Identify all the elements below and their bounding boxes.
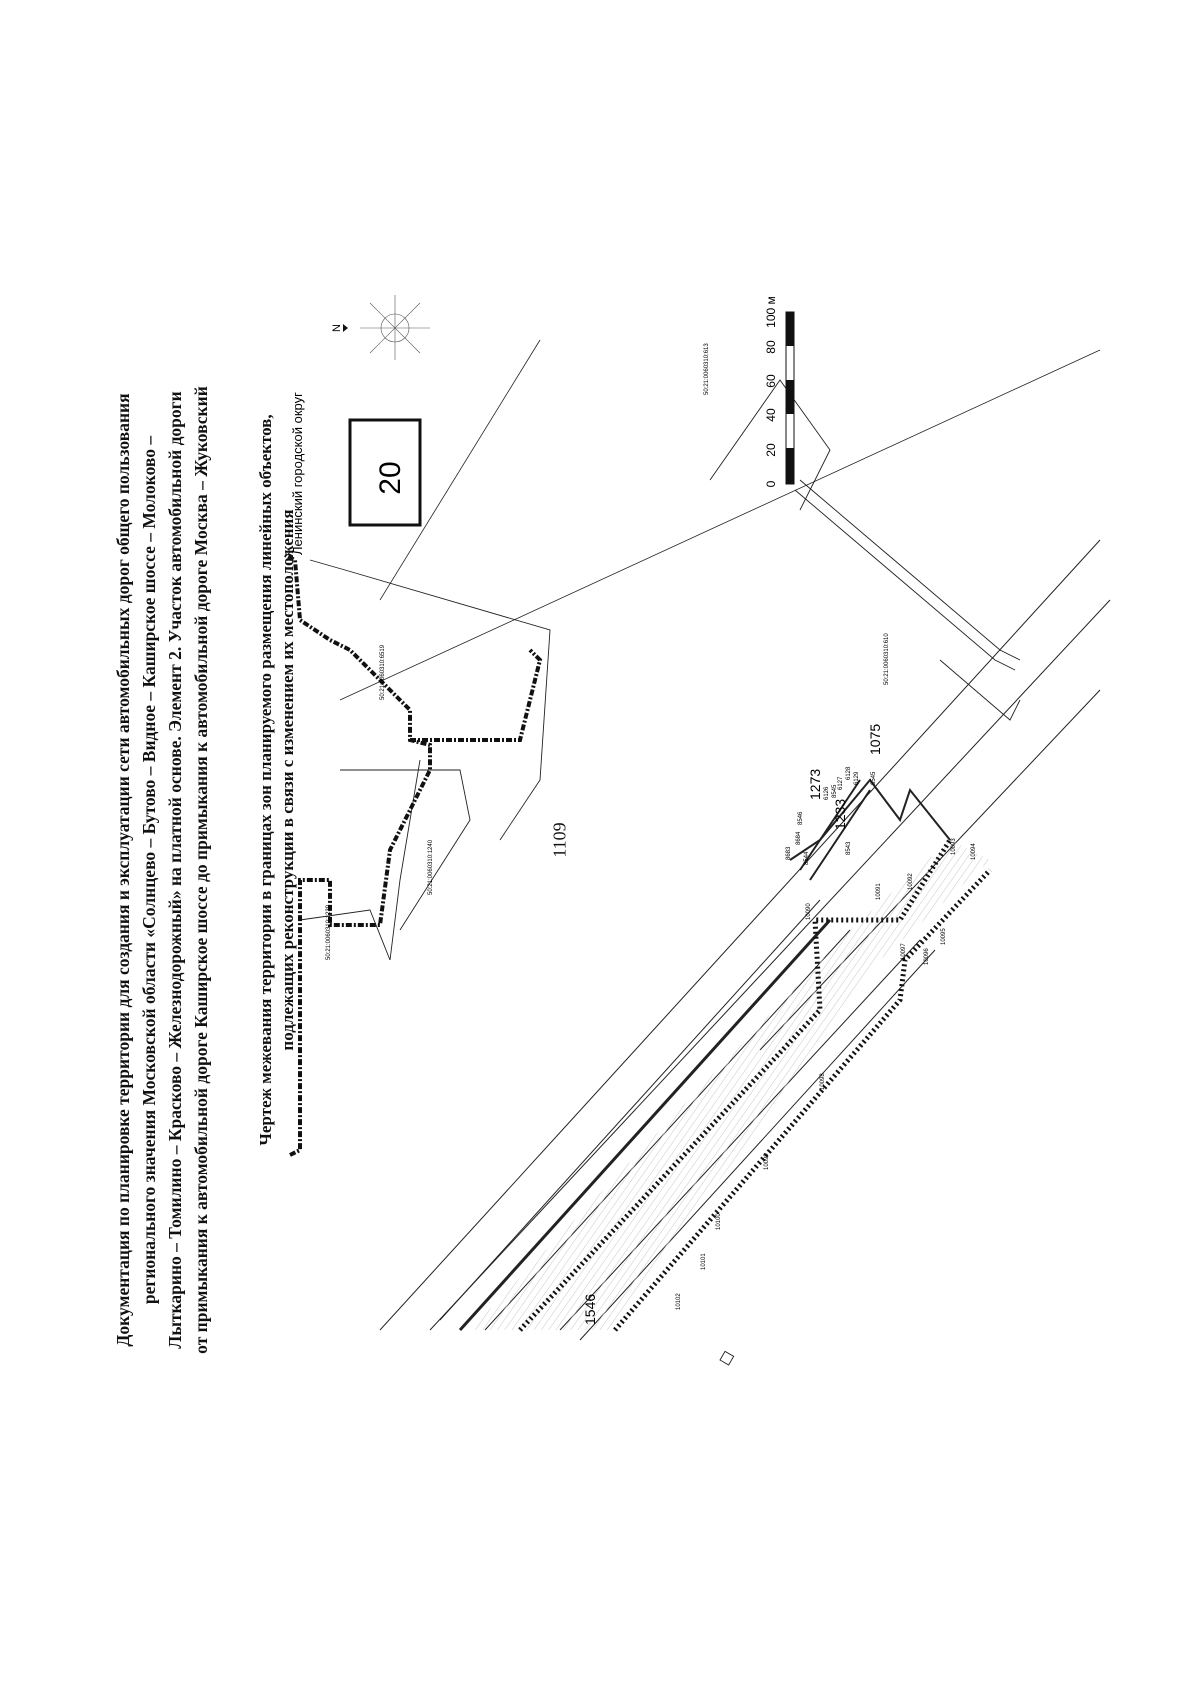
point-number: 6127 (838, 776, 844, 790)
scale-label: 100 м (764, 296, 778, 328)
point-number: 10097 (901, 943, 907, 960)
heading-line: Лыткарино – Томилино – Красково – Железнодорожный» на платной основе. Элемент 2. Участок автомобильной дороги (165, 391, 185, 1349)
point-number: 8544 (804, 851, 810, 865)
map-number: 1233 (832, 798, 848, 830)
scale-label: 80 (764, 340, 778, 354)
hatched-strip (470, 840, 990, 1330)
scale-label: 0 (764, 480, 778, 488)
point-number: 10102 (676, 1293, 682, 1310)
scale-label: 60 (764, 374, 778, 388)
map-number: 1546 (582, 1293, 598, 1325)
compass-rose-icon (360, 295, 430, 360)
point-number: 10100 (716, 1213, 722, 1230)
heading-line: Документация по планировке территории для создания и эксплуатации сети автомобильных дорог общего пользования (113, 393, 133, 1347)
scale-label: 20 (764, 443, 778, 457)
point-number: 10094 (971, 843, 977, 860)
subtitle-line: Чертеж межевания территории в границах зон планируемого размещения линейных объектов, (256, 414, 275, 1146)
point-number: 8684 (796, 831, 802, 845)
parcel-label: 50:21:0060310:610 (884, 633, 890, 685)
point-number: 8545 (832, 784, 838, 798)
point-number: 8683 (786, 846, 792, 860)
north-label: N (331, 324, 343, 332)
sheet-number: 20 (374, 461, 407, 495)
point-number: 10098 (820, 1073, 826, 1090)
subtitle-line: подлежащих реконструкции в связи с изменением их местоположения (278, 509, 297, 1051)
point-number: 10101 (701, 1253, 707, 1270)
point-number: 6129 (854, 771, 860, 785)
point-number: 10090 (806, 903, 812, 920)
point-number: 8545 (871, 771, 877, 785)
point-number: 10096 (924, 948, 930, 965)
point-number: 10093 (951, 838, 957, 855)
parcel-label: 50:21:0060310:6519 (380, 644, 386, 700)
parcel-label: 50:21:0060310:1240 (428, 839, 434, 895)
point-number: 10095 (941, 928, 947, 945)
heading-line: от примыкания к автомобильной дороге Каширское шоссе до примыкания к автомобильной дороге Москва – Жуковский (191, 386, 211, 1354)
heading-line: регионального значения Московской области «Солнцево – Бутово – Видное – Каширское шоссе – Молоково – (139, 435, 159, 1305)
parcel-label: 50:21:0060310:1239 (326, 904, 332, 960)
district-label: Ленинский городской округ (290, 392, 305, 555)
map-number: 1075 (867, 723, 883, 755)
point-number: 6126 (824, 786, 830, 800)
road-lines (340, 340, 1110, 1340)
point-number: 10091 (876, 883, 882, 900)
north-arrow-icon (343, 324, 348, 332)
point-number: 8543 (846, 841, 852, 855)
boundary-line (285, 555, 540, 1155)
point-number: 6128 (846, 766, 852, 780)
page-number: 1109 (549, 822, 570, 858)
point-number: 8546 (798, 811, 804, 825)
point-number: 10099 (764, 1153, 770, 1170)
parcel-label: 50:21:0060310:613 (704, 343, 710, 395)
map-number: 1273 (807, 768, 823, 800)
scale-bar (786, 312, 794, 484)
point-number: 10092 (908, 873, 914, 890)
scale-label: 40 (764, 408, 778, 422)
